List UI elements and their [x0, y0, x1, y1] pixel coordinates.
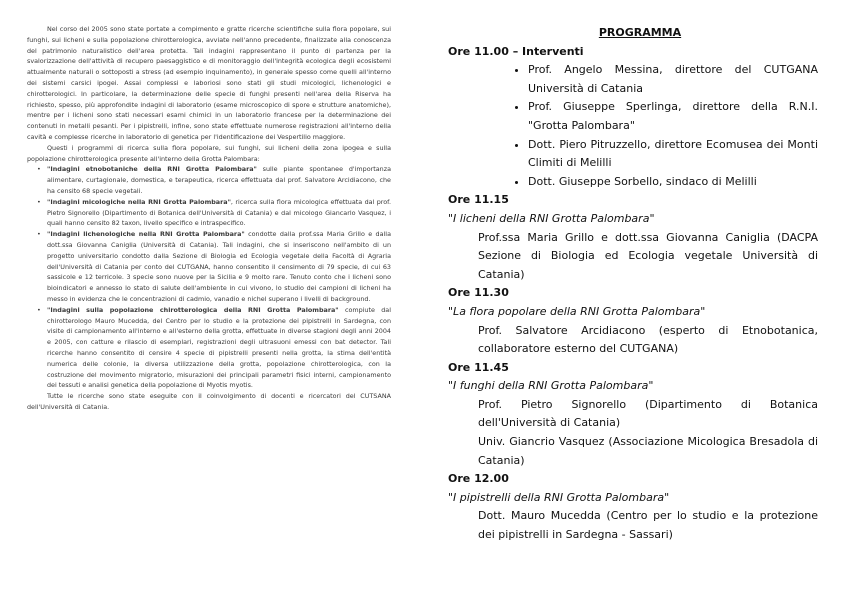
- left-column-text: [27, 24, 391, 570]
- speaker: Prof. Pietro Signorello (Dipartimento di Botanica dell'Università di Catania): [478, 397, 818, 430]
- item-text: compiute dal chirotterologo Mauro Mucedda, del Centro per lo studio e la protezione dei pipistrelli in Sardegna, con visite di campionamento all'interno e all'esterno della grotta, effettuate in diverse stagioni degli anni 2004 e 2005, con catture e rilascio di esemplari, registrazioni degli ultrasuoni emessi con bat detector. Tali ricerche hanno consentito di censire 4 specie di pipistrelli presenti nella grotta, la stima dell'entità numerica delle colonie, la diversa utilizzazione della grotta, popolazione chirotterologica, con la costruzione del movimento migratorio, misurazioni dei principali parametri fisici interni, campionamento dei tessuti e analisi genetica della popolazione di Myotis myotis.: [47, 305, 391, 390]
- item-title: "Indagini etnobotaniche della RNI Grotta Palombara": [47, 165, 257, 174]
- list-item: • Dott. Giuseppe Sorbello, sindaco di Melilli: [528, 173, 818, 192]
- list-item-micologiche: [27, 197, 391, 229]
- talk-title: "La flora popolare della RNI Grotta Palombara": [448, 304, 706, 318]
- item-text: , ricerca sulla flora micologica effettuata dal prof. Pietro Signorello (Dipartimento di Botanica dell'Università di Catania) e dal micologo Giancarlo Vasquez, i quali hanno censito 82 taxon, livello specifico e intraspecifico.: [47, 197, 391, 228]
- time-heading: Ore 11.30: [448, 286, 509, 300]
- item-text: condotte dalla prof.ssa Maria Grillo e dalla dott.ssa Giovanna Caniglia (Università di Catania). Tali indagini, che si inseriscono nell'ambito di un progetto universitario condotto dalla Sezione di Biologia ed Ecologia vegetale della Facoltà di Agraria dell'Università di Catania per conto del CUTGANA, hanno consentito il censimento di 79 specie, di cui 63 sassicole e 12 terricole. 3 specie sono nuove per la Sicilia e 9 molto rare. Tenuto conto che i licheni sono bioindicatori e annesso lo stato di salute dell'ambiente in cui vivono, lo studio dei campioni di licheni ha messo in evidenza che le concentrazioni di cadmio, vanadio e nichel superano i livelli di background.: [47, 230, 391, 303]
- list-item-etnobotaniche: [27, 164, 391, 196]
- time-heading: Ore 12.00: [448, 472, 509, 486]
- list-item: • Prof. Giuseppe Sperlinga, direttore della R.N.I. "Grotta Palombara": [528, 98, 818, 135]
- talk-title: "I funghi della RNI Grotta Palombara": [448, 379, 654, 393]
- paragraph-intro: Nel corso del 2005 sono state portate a compimento e gratte ricerche scientifiche sulla flora popolare, sui funghi, sui licheni e sulla popolazione chirotterologica, avviate nell'anno precedente, finalizzate alla conoscenza del patrimonio naturalistico dell'area protetta. Tali indagini rappresentano il punto di partenza per la svalorizzazione dell'attività di recupero paesaggistico e di monitoraggio dell'integrità ecologica degli ecosistemi attualmente naturali o sottoposti a stress (ad esempio inquinamento), in generale spesso come quelli all'interno dei sistemi carsici ipogei. Assai complessi e laboriosi sono stati gli studi micologici, lichenologici e chirotterologici. In particolare, la determinazione delle specie di funghi presenti nell'area della Riserva ha richiesto, spesso, più approfondite indagini di laboratorio (esame microscopico di spore e strutture anatomiche), mentre per i licheni sono stati necessari esami chimici in un laboratorio francese per la determinazione dei contenuti in metalli pesanti. Per i pipistrelli, infine, sono state effettuate numerose registrazioni all'interno della cavità e complesse ricerche in laboratorio di genetica per l'identificazione dei Vespertilio maggiore.: [27, 25, 391, 141]
- time-heading: Ore 11.45: [448, 360, 509, 374]
- item-title: "Indagini lichenologiche nella RNI Grotta Palombara": [47, 230, 245, 239]
- programma-column: [448, 24, 818, 545]
- talk-title: "I licheni della RNI Grotta Palombara": [448, 211, 655, 225]
- paragraph-programmi: Questi i programmi di ricerca sulla flora popolare, sui funghi, sui licheni della zona ipogea e sulla popolazione chirotterologica presente all'interno della Grotta Palombara:: [27, 143, 391, 163]
- list-item-lichenologiche: [27, 229, 391, 305]
- page-title: PROGRAMMA: [598, 26, 682, 39]
- item-title: "Indagini micologiche nella RNI Grotta Palombara": [47, 197, 231, 206]
- paragraph-closing: Tutte le ricerche sono state eseguite con il coinvolgimento di docenti e ricercatori del CUTSANA dell'Università di Catania.: [27, 392, 391, 411]
- list-item-chirotterologica: [27, 305, 391, 391]
- speaker: Prof. Salvatore Arcidiacono (esperto di Etnobotanica, collaboratore esterno del CUTGANA): [478, 323, 818, 356]
- speaker: Prof.ssa Maria Grillo e dott.ssa Giovanna Caniglia (DACPA Sezione di Biologia ed Ecologia vegetale Università di Catania): [478, 230, 818, 281]
- list-item: • Dott. Piero Pitruzzello, direttore Ecomusea dei Monti Climiti di Melilli: [528, 136, 818, 173]
- speaker: Univ. Giancrio Vasquez (Associazione Micologica Bresadola di Catania): [478, 435, 818, 467]
- item-text: sulle piante spontanee d'importanza alimentare, curtagionale, domestica, e terapeutica, ricerca effettuata dal prof. Salvatore Arcidiacono, che ha censito 68 specie vegetali.: [47, 165, 391, 195]
- item-title: "Indagini sulla popolazione chirotterologica della RNI Grotta Palombara": [47, 305, 339, 314]
- talk-title: "I pipistrelli della RNI Grotta Palombara": [448, 490, 670, 504]
- list-item: • Prof. Angelo Messina, direttore del CUTGANA Università di Catania: [528, 61, 818, 98]
- speaker: Dott. Mauro Mucedda (Centro per lo studio e la protezione dei pipistrelli in Sardegna - Sassari): [478, 509, 818, 542]
- time-heading: Ore 11.15: [448, 193, 509, 207]
- speaker-list: [448, 61, 818, 191]
- time-heading: Ore 11.00 – Interventi: [448, 44, 584, 58]
